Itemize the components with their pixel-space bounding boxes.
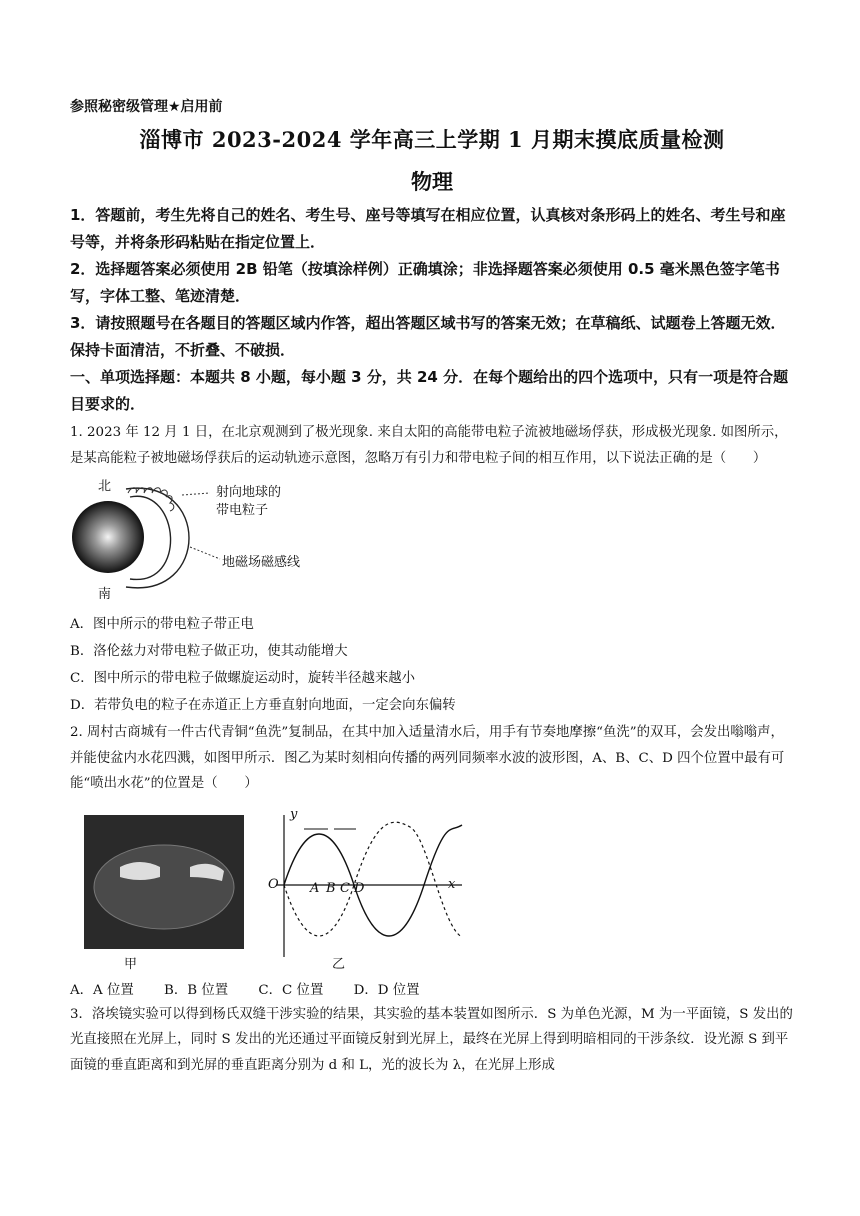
label-south: 南 <box>98 587 112 602</box>
origin-label: O <box>268 876 279 892</box>
earth-icon <box>72 501 144 573</box>
caption-yi: 乙 <box>332 956 346 972</box>
question-1-option-d: D．若带负电的粒子在赤道正上方垂直射向地面，一定会向东偏转 <box>70 698 456 713</box>
point-a-label: A <box>310 880 320 896</box>
question-2-option-d: D．D 位置 <box>353 982 420 998</box>
pointer-line-field <box>190 547 220 559</box>
caption-jia: 甲 <box>124 956 138 972</box>
question-2-figure <box>70 807 794 977</box>
point-c-label: C <box>340 880 350 896</box>
label-particle-line2: 带电粒子 <box>216 503 269 518</box>
section-heading: 一、单项选择题：本题共 8 小题，每小题 3 分，共 24 分．在每个题给出的四个选项中，只有一项是符合题目要求的． <box>70 368 789 413</box>
notice-1: 1．答题前，考生先将自己的姓名、考生号、座号等填写在相应位置，认真核对条形码上的姓名、考生号和座号等，并将条形码粘贴在指定位置上． <box>70 206 786 251</box>
question-2-stem-part2: A、B、C、D 四个位置中最有可能“喷出水花”的位置是（ ） <box>70 750 785 791</box>
question-1-option-b: B．洛伦兹力对带电粒子做正功，使其动能增大 <box>70 644 348 659</box>
point-d-label: D <box>354 880 365 896</box>
notice-3: 3．请按照题号在各题目的答题区域内作答，超出答题区域书写的答案无效；在草稿纸、试题卷上答题无效．保持卡面清洁，不折叠、不破损． <box>70 314 786 359</box>
pointer-line-particle <box>182 493 210 495</box>
secrecy-label: 参照秘密级管理★启用前 <box>70 99 223 115</box>
subject-title: 物理 <box>411 169 453 194</box>
question-2-option-a: A．A 位置 <box>70 982 134 998</box>
question-2-options <box>70 979 794 998</box>
question-1-option-a: A．图中所示的带电粒子带正电 <box>70 617 254 632</box>
question-2-stem-part1: 2. 周村古商城有一件古代青铜“鱼洗”复制品，在其中加入适量清水后，用手有节奏地摩擦“鱼洗”的双耳，会发出嗡嗡声，并能使盆内水花四溅，如图甲所示．图乙为某时刻相向传播的两列同频率水波的波形图， <box>70 725 784 766</box>
question-1-stem: 1. 2023 年 12 月 1 日，在北京观测到了极光现象. 来自太阳的高能带电粒子流被地磁场俘获，形成极光现象. 如图所示，是某高能粒子被地磁场俘获后的运动轨迹示意图，忽略万有引力和带电粒子间的相互作用，以下说法正确的是（ ） <box>70 425 788 466</box>
question-2-option-b: B．B 位置 <box>164 982 229 998</box>
exam-page <box>70 96 794 1078</box>
notice-2: 2．选择题答案必须使用 2B 铅笔（按填涂样例）正确填涂；非选择题答案必须使用 0.5 毫米黑色签字笔书写，字体工整、笔迹清楚． <box>70 260 780 305</box>
question-1-option-c: C．图中所示的带电粒子做螺旋运动时，旋转半径越来越小 <box>70 671 416 686</box>
axis-label-x: x <box>448 876 456 892</box>
label-field-lines: 地磁场磁感线 <box>222 555 301 570</box>
wave-dashed <box>284 822 462 937</box>
label-particle-line1: 射向地球的 <box>216 485 282 500</box>
exam-title: 淄博市 2023-2024 学年高三上学期 1 月期末摸底质量检测 <box>139 127 725 152</box>
question-3-stem: 3．洛埃镜实验可以得到杨氏双缝干涉实验的结果，其实验的基本装置如图所示．S 为单色光源，M 为一平面镜，S 发出的光直接照在光屏上，同时 S 发出的光还通过平面镜反射到光屏上，最终在光屏上得到明暗相同的干涉条纹．设光源 S 到平面镜的垂直距离和到光屏的垂直距离分别为 d 和 L，光的波长为 λ，在光屏上形成 <box>70 1006 793 1073</box>
label-north: 北 <box>98 479 112 494</box>
basin-rim <box>94 845 234 929</box>
axis-label-y: y <box>290 806 298 822</box>
point-b-label: B <box>326 880 336 896</box>
question-2-option-c: C．C 位置 <box>258 982 324 998</box>
question-2-stem <box>70 720 794 797</box>
hand-left-icon <box>120 862 160 880</box>
question-2-images <box>70 807 490 977</box>
question-1-figure <box>70 477 330 607</box>
